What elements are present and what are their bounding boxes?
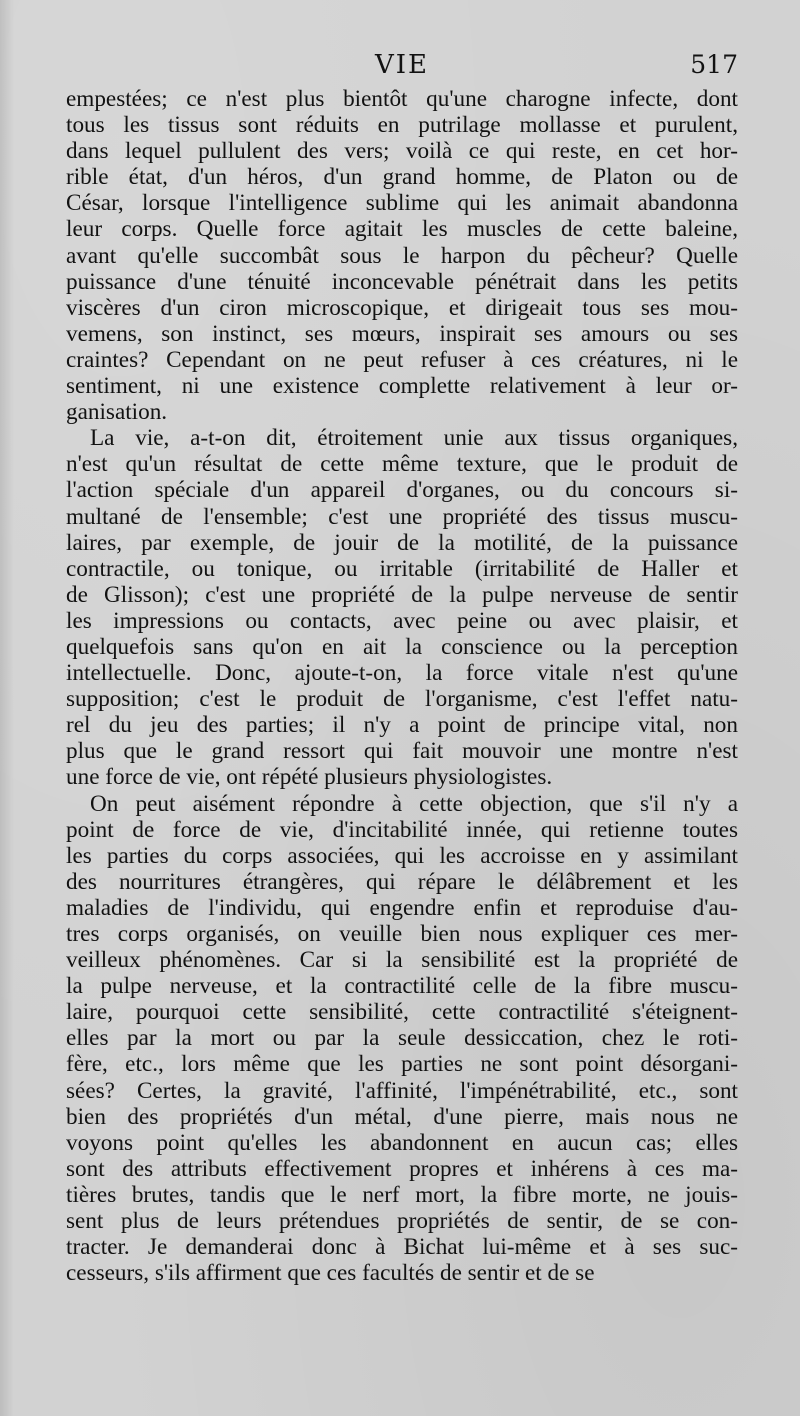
text-line: supposition; c'est le produit de l'organisme, c'est l'effet natu- <box>66 686 738 713</box>
text-line: n'est qu'un résultat de cette même texture, que le produit de <box>66 451 738 478</box>
text-line: bien des propriétés d'un métal, d'une pierre, mais nous ne <box>66 1103 738 1130</box>
body-text <box>66 86 738 1286</box>
text-line: veilleux phénomènes. Car si la sensibilité est la propriété de <box>66 947 738 974</box>
text-line: sont des attributs effectivement propres et inhérens à ces ma- <box>66 1155 738 1182</box>
text-line: multané de l'ensemble; c'est une propriété des tissus muscu- <box>66 503 738 530</box>
running-header <box>66 48 738 82</box>
text-line: sentiment, ni une existence complette relativement à leur or- <box>66 373 738 400</box>
text-line: ganisation. <box>66 399 168 426</box>
text-line: fère, etc., lors même que les parties ne sont point désorgani- <box>66 1051 738 1078</box>
text-line: l'action spéciale d'un appareil d'organes, ou du concours si- <box>66 477 738 504</box>
text-line: elles par la mort ou par la seule dessiccation, chez le roti- <box>66 1025 738 1052</box>
text-line: craintes? Cependant on ne peut refuser à ces créatures, ni le <box>66 346 738 373</box>
text-line: tières brutes, tandis que le nerf mort, la fibre morte, ne jouis- <box>66 1181 738 1208</box>
text-line: les impressions ou contacts, avec peine ou avec plaisir, et <box>66 607 738 634</box>
text-line: quelquefois sans qu'on en ait la conscience ou la perception <box>66 633 738 660</box>
text-line: tres corps organisés, on veuille bien nous expliquer ces mer- <box>66 921 738 947</box>
text-line: voyons point qu'elles les abandonnent en aucun cas; elles <box>66 1129 738 1156</box>
text-line: maladies de l'individu, qui engendre enfin et reproduise d'au- <box>66 894 738 921</box>
text-line: On peut aisément répondre à cette objection, que s'il n'y a <box>90 790 738 817</box>
text-line: des nourritures étrangères, qui répare le délâbrement et les <box>66 868 738 895</box>
page-gutter-shadow <box>0 0 14 1416</box>
text-line: tous les tissus sont réduits en putrilage mollasse et purulent, <box>66 112 738 139</box>
text-line: intellectuelle. Donc, ajoute-t-on, la force vitale n'est qu'une <box>66 660 738 687</box>
text-line: une force de vie, ont répété plusieurs physiologistes. <box>66 764 553 791</box>
text-line: contractile, ou tonique, ou irritable (irritabilité de Haller et <box>66 555 738 582</box>
text-line: viscères d'un ciron microscopique, et dirigeait tous ses mou- <box>66 294 738 321</box>
text-line: les parties du corps associées, qui les accroisse en y assimilant <box>66 842 738 869</box>
page-number: 517 <box>690 50 738 79</box>
text-line: cesseurs, s'ils affirment que ces facultés de sentir et de se <box>66 1260 595 1287</box>
text-line: dans lequel pullulent des vers; voilà ce qui reste, en cet hor- <box>66 138 738 165</box>
text-line: sées? Certes, la gravité, l'affinité, l'impénétrabilité, etc., sont <box>66 1077 738 1104</box>
text-line: avant qu'elle succombât sous le harpon du pêcheur? Quelle <box>66 242 738 269</box>
text-line: César, lorsque l'intelligence sublime qui les animait abandonna <box>66 190 738 217</box>
text-line: puissance d'une ténuité inconcevable pénétrait dans les petits <box>66 268 738 295</box>
text-line: sent plus de leurs prétendues propriétés de sentir, de se con- <box>66 1208 738 1235</box>
text-line: la pulpe nerveuse, et la contractilité celle de la fibre muscu- <box>66 973 738 1000</box>
text-line: laires, par exemple, de jouir de la motilité, de la puissance <box>66 529 738 556</box>
text-line: plus que le grand ressort qui fait mouvoir une montre n'est <box>66 738 738 765</box>
paragraph <box>66 425 738 790</box>
text-line: laire, pourquoi cette sensibilité, cette contractilité s'éteignent- <box>66 999 738 1026</box>
text-line: tracter. Je demanderai donc à Bichat lui-même et à ses suc- <box>66 1234 738 1261</box>
text-line: rel du jeu des parties; il n'y a point de principe vital, non <box>66 712 738 739</box>
text-line: rible état, d'un héros, d'un grand homme, de Platon ou de <box>66 164 738 191</box>
paragraph <box>66 86 738 425</box>
text-line: point de force de vie, d'incitabilité innée, qui retienne toutes <box>66 816 738 843</box>
text-line: vemens, son instinct, ses mœurs, inspirait ses amours ou ses <box>66 320 738 347</box>
running-title: VIE <box>374 50 430 80</box>
text-line: leur corps. Quelle force agitait les muscles de cette baleine, <box>66 216 738 243</box>
text-line: empestées; ce n'est plus bientôt qu'une charogne infecte, dont <box>66 86 738 112</box>
text-line: de Glisson); c'est une propriété de la pulpe nerveuse de sentir <box>66 581 738 608</box>
text-line: La vie, a-t-on dit, étroitement unie aux tissus organiques, <box>90 425 738 452</box>
paragraph <box>66 791 738 1287</box>
